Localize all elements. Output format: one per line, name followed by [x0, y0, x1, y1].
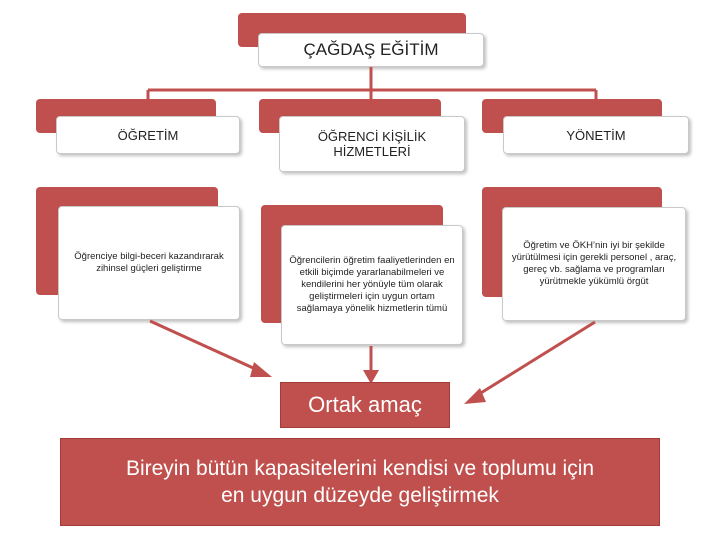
- heading-ogretim: ÖĞRETİM: [56, 116, 240, 154]
- common-goal-text: Bireyin bütün kapasitelerini kendisi ve toplumu için en uygun düzeyde geliştirmek: [60, 438, 660, 526]
- heading-yonetim: YÖNETİM: [503, 116, 689, 154]
- arrow-left-shaft: [150, 321, 262, 372]
- description-yonetim: Öğretim ve ÖKH’nin iyi bir şekilde yürütülmesi için gerekli personel , araç, gereç vb. sağlama ve programları yürütmekle yükümlü örgüt: [502, 207, 686, 321]
- description-ogretim: Öğrenciye bilgi-beceri kazandırarak zihinsel güçleri geliştirme: [58, 206, 240, 320]
- description-ogrenci-kisilik: Öğrencilerin öğretim faaliyetlerinden en etkili biçimde yararlanabilmeleri ve kendilerini her yönüyle tüm olarak geliştirmeleri için uygun ortam sağlamaya yönelik hizmetlerin tümü: [281, 225, 463, 345]
- heading-ogrenci-kisilik: ÖĞRENCİ KİŞİLİK HİZMETLERİ: [279, 116, 465, 172]
- arrow-right-shaft: [476, 322, 595, 396]
- arrow-left-head: [250, 362, 272, 377]
- common-goal-label: Ortak amaç: [280, 382, 450, 428]
- diagram-title: ÇAĞDAŞ EĞİTİM: [258, 33, 484, 67]
